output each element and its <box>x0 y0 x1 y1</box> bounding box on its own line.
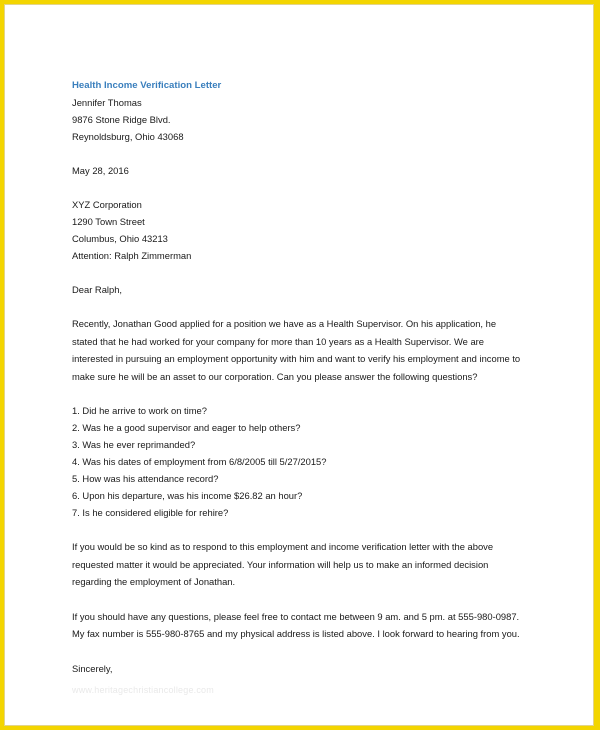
paragraph-request <box>72 538 542 591</box>
question-item: 7. Is he considered eligible for rehire? <box>72 507 229 518</box>
sender-address <box>72 94 542 145</box>
letter-body <box>72 77 542 677</box>
paragraph-line: interested in pursuing an employment opportunity with him and want to verify his employment and income to <box>72 353 521 364</box>
letter-date: May 28, 2016 <box>72 165 129 176</box>
question-item: 3. Was he ever reprimanded? <box>72 439 196 450</box>
letter-page <box>4 4 594 726</box>
paragraph-line: stated that he had worked for your company for more than 10 years as a Health Supervisor. We are <box>72 335 485 347</box>
recipient-address <box>72 196 542 264</box>
letter-title: Health Income Verification Letter <box>72 80 222 91</box>
recipient-company: XYZ Corporation <box>72 199 142 210</box>
paragraph-line: regarding the employment of Jonathan. <box>72 576 236 587</box>
recipient-street: 1290 Town Street <box>72 216 145 227</box>
question-item: 1. Did he arrive to work on time? <box>72 405 207 416</box>
question-item: 4. Was his dates of employment from 6/8/2005 till 5/27/2015? <box>72 456 327 467</box>
watermark: www.heritagechristiancollege.com <box>72 685 214 695</box>
paragraph-line: requested matter it would be appreciated. Your information will help us to make an informed decision <box>72 558 489 570</box>
question-item: 5. How was his attendance record? <box>72 473 219 484</box>
paragraph-contact <box>72 608 542 643</box>
sender-city: Reynoldsburg, Ohio 43068 <box>72 131 184 142</box>
paragraph-line: My fax number is 555-980-8765 and my physical address is listed above. I look forward to hearing from you. <box>72 628 520 639</box>
question-item: 2. Was he a good supervisor and eager to help others? <box>72 422 301 433</box>
paragraph-line: If you should have any questions, please feel free to contact me between 9 am. and 5 pm. at 555-980-0987. <box>72 610 520 622</box>
recipient-city: Columbus, Ohio 43213 <box>72 233 168 244</box>
paragraph-line: If you would be so kind as to respond to this employment and income verification letter with the above <box>72 541 494 552</box>
question-list <box>72 402 542 521</box>
question-item: 6. Upon his departure, was his income $26.82 an hour? <box>72 490 303 501</box>
salutation: Dear Ralph, <box>72 284 123 295</box>
closing: Sincerely, <box>72 662 113 674</box>
paragraph-intro <box>72 315 542 385</box>
sender-street: 9876 Stone Ridge Blvd. <box>72 114 171 125</box>
sender-name: Jennifer Thomas <box>72 97 142 108</box>
paragraph-line: Recently, Jonathan Good applied for a position we have as a Health Supervisor. On his application, he <box>72 318 497 329</box>
paragraph-line: make sure he will be an asset to our corporation. Can you please answer the following questions? <box>72 370 478 382</box>
recipient-attention: Attention: Ralph Zimmerman <box>72 250 192 261</box>
